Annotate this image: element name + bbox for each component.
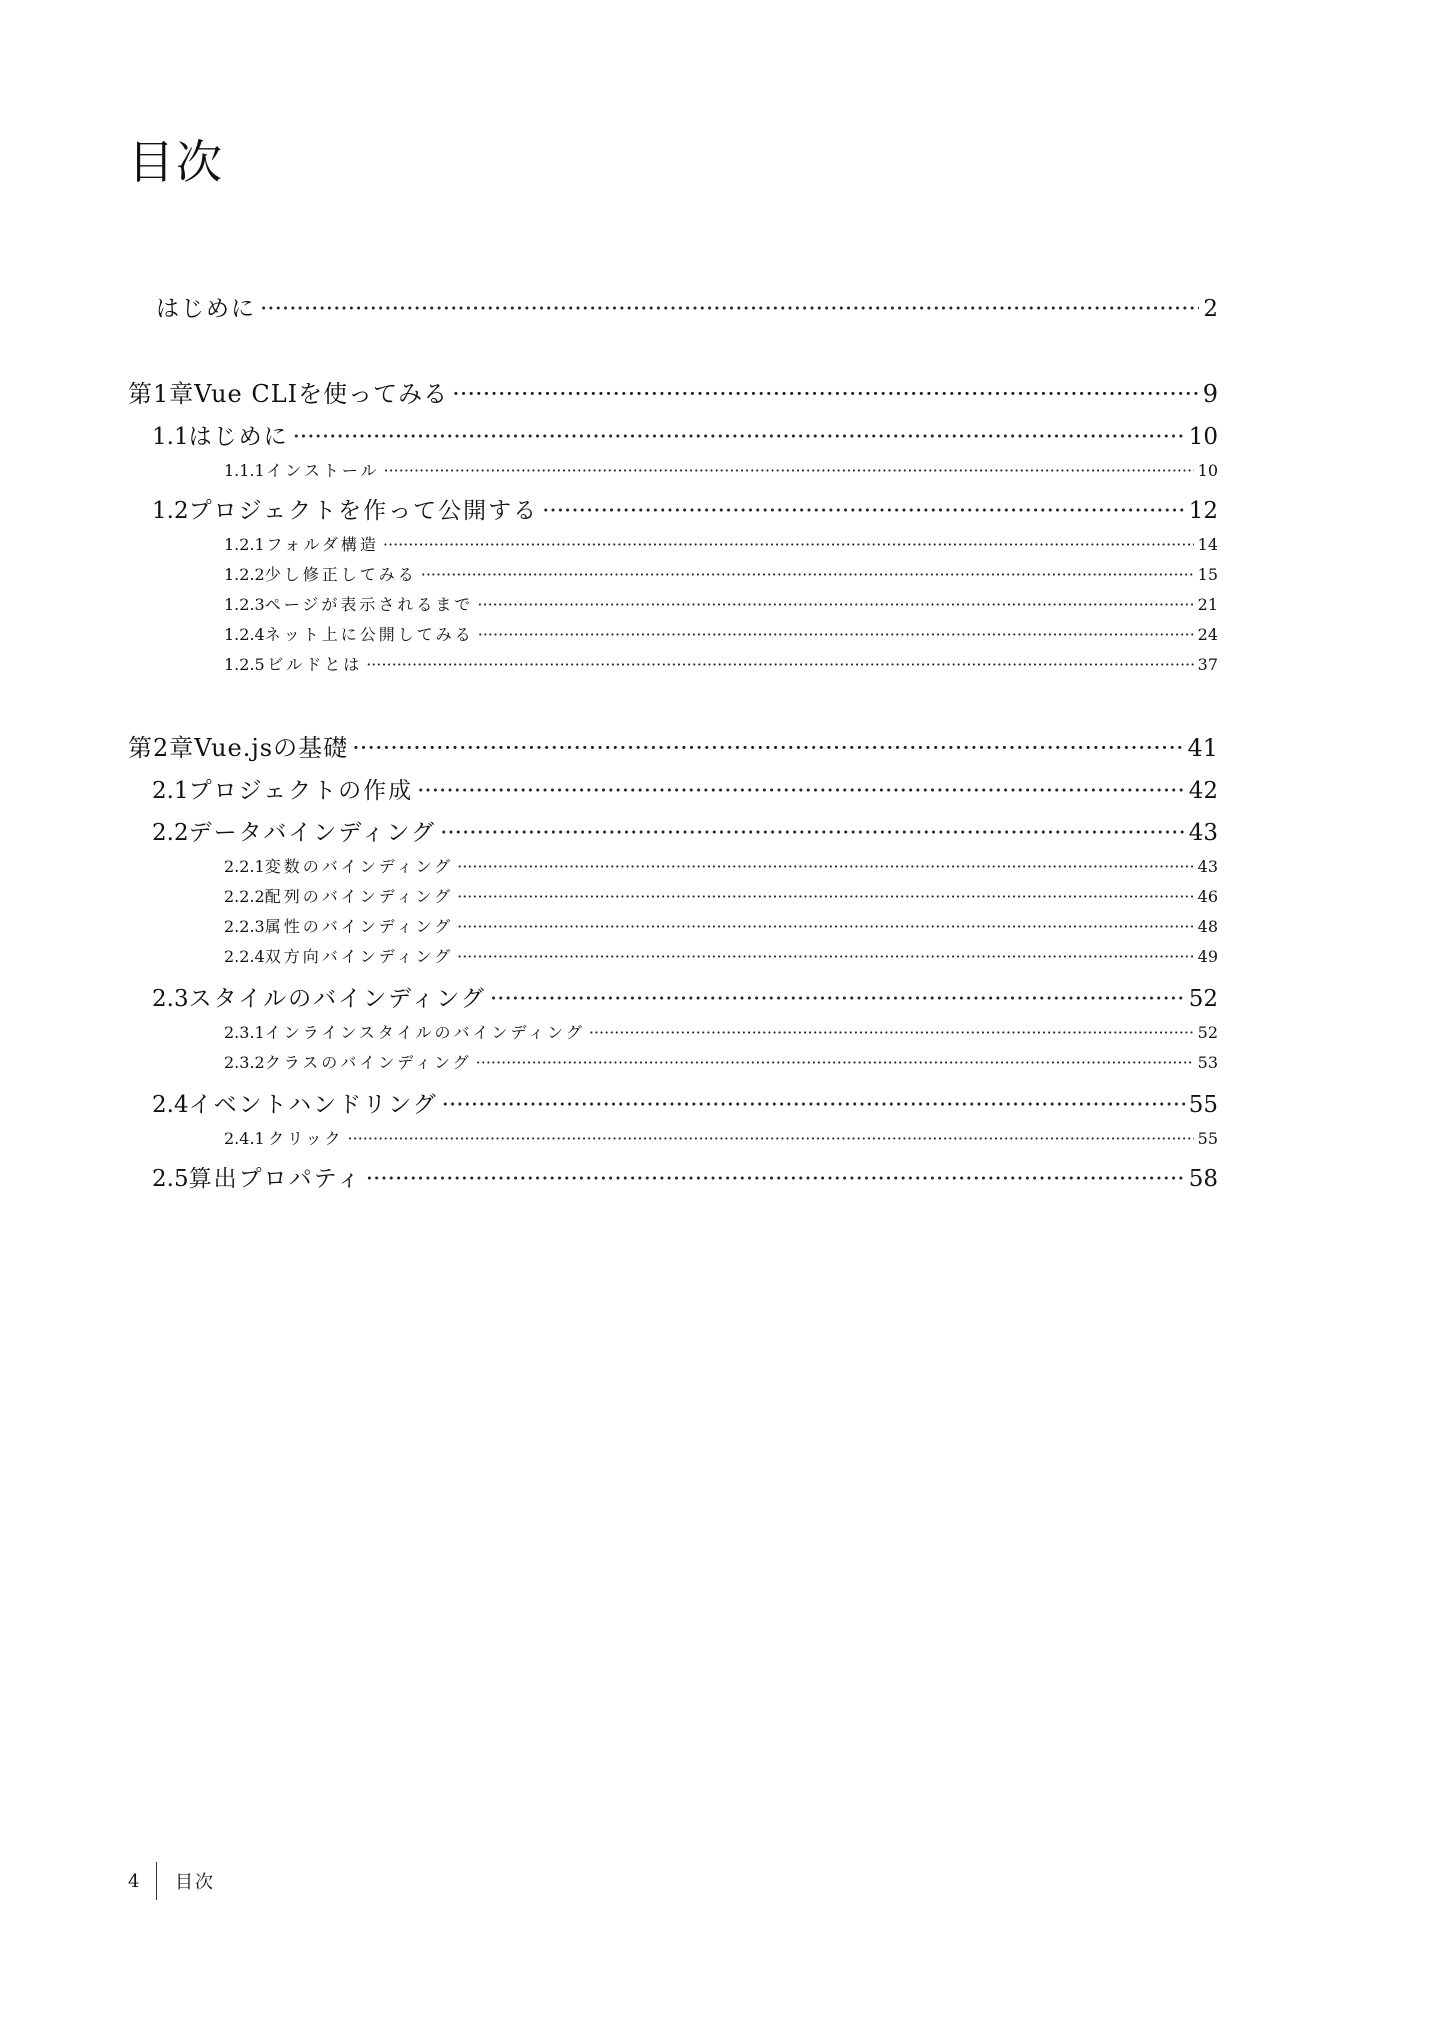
chapter-number: 第2章 bbox=[128, 734, 195, 762]
toc-subsection-1-2-3[interactable] bbox=[224, 592, 1218, 615]
subsection-page: 43 bbox=[1197, 857, 1218, 876]
section-number: 2.1 bbox=[152, 778, 189, 804]
toc-subsection-2-2-1[interactable] bbox=[224, 854, 1218, 877]
subsection-number: 1.2.4 bbox=[224, 625, 265, 644]
subsection-page: 52 bbox=[1197, 1023, 1218, 1042]
section-number: 2.5 bbox=[152, 1166, 189, 1192]
subsection-number: 1.1.1 bbox=[224, 461, 265, 480]
page-title: 目次 bbox=[128, 134, 224, 189]
chapter-page: 41 bbox=[1187, 734, 1218, 762]
toc-section-1-2[interactable] bbox=[152, 492, 1218, 525]
leader-dots bbox=[457, 857, 1194, 876]
leader-dots bbox=[366, 655, 1193, 674]
toc-chapter-2[interactable] bbox=[128, 728, 1218, 763]
subsection-title: インラインスタイルのバインディング bbox=[264, 1023, 585, 1042]
leader-dots bbox=[260, 296, 1199, 322]
subsection-number: 2.3.1 bbox=[224, 1023, 265, 1042]
toc-section-2-1[interactable] bbox=[152, 772, 1218, 805]
subsection-title: クリック bbox=[268, 1129, 344, 1148]
toc-subsection-1-2-4[interactable] bbox=[224, 622, 1218, 645]
leader-dots bbox=[366, 1166, 1185, 1192]
section-title: スタイルのバインディング bbox=[188, 986, 486, 1012]
subsection-title: インストール bbox=[266, 461, 380, 480]
section-title: イベントハンドリング bbox=[188, 1092, 438, 1118]
subsection-page: 49 bbox=[1197, 947, 1218, 966]
toc-subsection-2-4-1[interactable] bbox=[224, 1126, 1218, 1149]
section-page: 55 bbox=[1188, 1092, 1218, 1118]
toc-subsection-1-2-2[interactable] bbox=[224, 562, 1218, 585]
subsection-page: 53 bbox=[1197, 1053, 1218, 1072]
leader-dots bbox=[383, 535, 1194, 554]
leader-dots bbox=[476, 1053, 1194, 1072]
footer-title: 目次 bbox=[175, 1872, 215, 1893]
toc-subsection-2-2-3[interactable] bbox=[224, 914, 1218, 937]
leader-dots bbox=[490, 986, 1185, 1012]
section-title: プロジェクトの作成 bbox=[188, 778, 414, 804]
toc-subsection-1-2-5[interactable] bbox=[224, 652, 1218, 675]
leader-dots bbox=[457, 917, 1194, 936]
page-footer bbox=[128, 1862, 215, 1900]
toc-entry-title: はじめに bbox=[156, 296, 256, 322]
subsection-number: 2.3.2 bbox=[224, 1053, 265, 1072]
section-title: データバインディング bbox=[188, 820, 437, 846]
leader-dots bbox=[542, 498, 1185, 524]
footer-page-number: 4 bbox=[128, 1870, 140, 1892]
leader-dots bbox=[589, 1023, 1194, 1042]
section-number: 2.3 bbox=[152, 986, 189, 1012]
section-title: はじめに bbox=[188, 424, 289, 450]
leader-dots bbox=[417, 778, 1185, 804]
toc-subsection-1-2-1[interactable] bbox=[224, 532, 1218, 555]
toc-entry-intro[interactable] bbox=[156, 290, 1218, 323]
subsection-title: ページが表示されるまで bbox=[264, 595, 474, 614]
leader-dots bbox=[384, 461, 1194, 480]
toc-section-2-5[interactable] bbox=[152, 1160, 1218, 1193]
toc-subsection-2-2-2[interactable] bbox=[224, 884, 1218, 907]
leader-dots bbox=[442, 1092, 1185, 1118]
subsection-number: 2.4.1 bbox=[224, 1129, 265, 1148]
subsection-title: クラスのバインディング bbox=[264, 1053, 472, 1072]
section-number: 2.4 bbox=[152, 1092, 189, 1118]
subsection-page: 24 bbox=[1197, 625, 1218, 644]
chapter-page: 9 bbox=[1202, 380, 1218, 408]
toc-entry-page: 2 bbox=[1203, 296, 1218, 322]
section-page: 42 bbox=[1188, 778, 1218, 804]
toc-subsection-2-3-1[interactable] bbox=[224, 1020, 1218, 1043]
subsection-title: ネット上に公開してみる bbox=[264, 625, 474, 644]
subsection-title: 配列のバインディング bbox=[264, 887, 454, 906]
subsection-number: 2.2.1 bbox=[224, 857, 265, 876]
subsection-page: 21 bbox=[1197, 595, 1218, 614]
section-page: 43 bbox=[1188, 820, 1218, 846]
leader-dots bbox=[352, 734, 1183, 762]
subsection-number: 1.2.5 bbox=[224, 655, 265, 674]
subsection-number: 1.2.1 bbox=[224, 535, 265, 554]
subsection-number: 2.2.4 bbox=[224, 947, 265, 966]
section-page: 58 bbox=[1188, 1166, 1218, 1192]
subsection-page: 55 bbox=[1197, 1129, 1218, 1148]
section-title: 算出プロパティ bbox=[188, 1166, 362, 1192]
leader-dots bbox=[440, 820, 1185, 846]
subsection-page: 14 bbox=[1197, 535, 1218, 554]
toc-section-2-4[interactable] bbox=[152, 1086, 1218, 1119]
toc-chapter-1[interactable] bbox=[128, 374, 1218, 409]
toc-subsection-2-2-4[interactable] bbox=[224, 944, 1218, 967]
subsection-page: 10 bbox=[1197, 461, 1218, 480]
footer-divider bbox=[156, 1862, 157, 1900]
section-page: 52 bbox=[1188, 986, 1218, 1012]
subsection-title: フォルダ構造 bbox=[266, 535, 379, 554]
section-number: 1.1 bbox=[152, 424, 189, 450]
leader-dots bbox=[477, 595, 1193, 614]
subsection-number: 2.2.3 bbox=[224, 917, 265, 936]
subsection-number: 1.2.3 bbox=[224, 595, 265, 614]
leader-dots bbox=[457, 947, 1194, 966]
subsection-title: 属性のバインディング bbox=[264, 917, 454, 936]
toc-section-2-2[interactable] bbox=[152, 814, 1218, 847]
subsection-page: 46 bbox=[1197, 887, 1218, 906]
leader-dots bbox=[457, 887, 1194, 906]
toc-subsection-2-3-2[interactable] bbox=[224, 1050, 1218, 1073]
leader-dots bbox=[293, 424, 1185, 450]
subsection-page: 48 bbox=[1197, 917, 1218, 936]
section-page: 10 bbox=[1188, 424, 1218, 450]
subsection-title: 少し修正してみる bbox=[264, 565, 417, 584]
section-number: 1.2 bbox=[152, 498, 189, 524]
chapter-title: Vue.jsの基礎 bbox=[194, 734, 349, 762]
subsection-number: 2.2.2 bbox=[224, 887, 265, 906]
toc-section-2-3[interactable] bbox=[152, 980, 1218, 1013]
leader-dots bbox=[421, 565, 1194, 584]
subsection-title: ビルドとは bbox=[267, 655, 363, 674]
subsection-page: 15 bbox=[1197, 565, 1218, 584]
leader-dots bbox=[452, 380, 1199, 408]
subsection-title: 変数のバインディング bbox=[264, 857, 454, 876]
section-page: 12 bbox=[1188, 498, 1218, 524]
leader-dots bbox=[478, 625, 1194, 644]
toc-section-1-1[interactable] bbox=[152, 418, 1218, 451]
chapter-title: Vue CLIを使ってみる bbox=[194, 380, 449, 408]
toc-subsection-1-1-1[interactable] bbox=[224, 458, 1218, 481]
leader-dots bbox=[348, 1129, 1194, 1148]
subsection-page: 37 bbox=[1197, 655, 1218, 674]
chapter-number: 第1章 bbox=[128, 380, 195, 408]
subsection-number: 1.2.2 bbox=[224, 565, 265, 584]
section-title: プロジェクトを作って公開する bbox=[188, 498, 539, 524]
subsection-title: 双方向バインディング bbox=[264, 947, 454, 966]
section-number: 2.2 bbox=[152, 820, 189, 846]
